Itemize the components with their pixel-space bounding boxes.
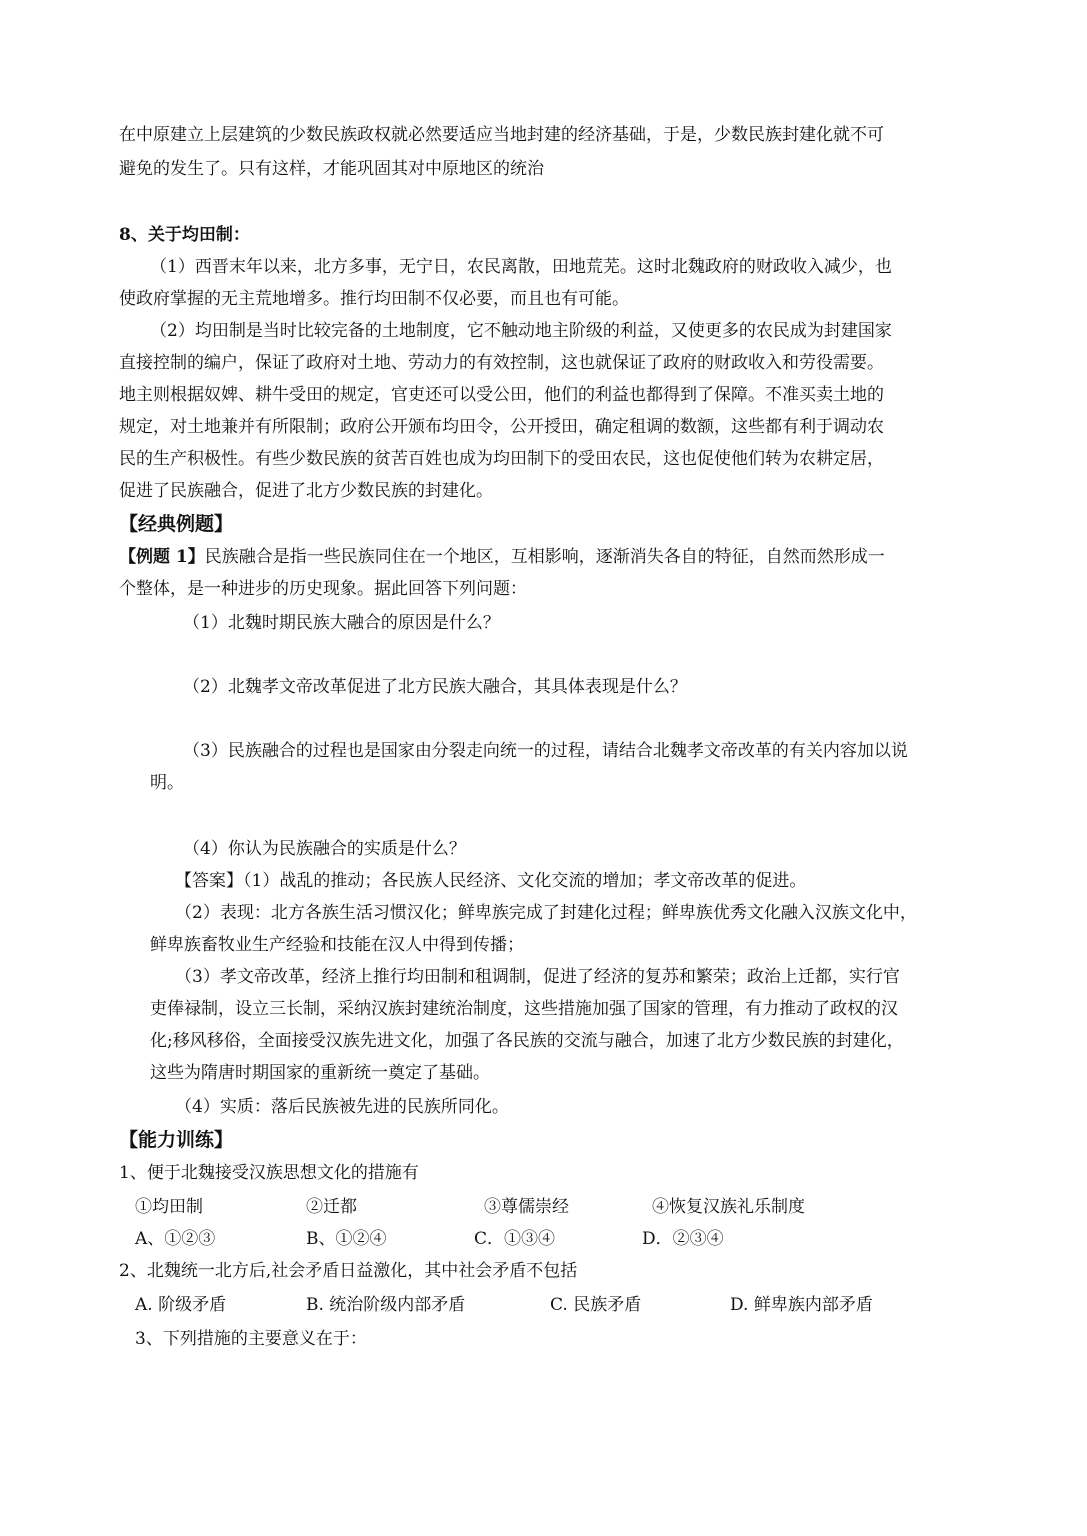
answer-line: 化;移风移俗，全面接受汉族先进文化，加强了各民族的交流与融合，加速了北方少数民族的封建化， bbox=[150, 1031, 904, 1051]
question-line: （3）民族融合的过程也是国家由分裂走向统一的过程，请结合北魏孝文帝改革的有关内容加以说 bbox=[183, 741, 908, 761]
answer-line: 【答案】（1）战乱的推动；各民族人民经济、文化交流的增加；孝文帝改革的促进。 bbox=[175, 871, 807, 891]
question-line: （2）北魏孝文帝改革促进了北方民族大融合，其具体表现是什么？ bbox=[183, 677, 687, 697]
choice-item: ④恢复汉族礼乐制度 bbox=[652, 1197, 805, 1217]
choice-item: ②迁都 bbox=[306, 1197, 357, 1217]
question-line: （4）你认为民族融合的实质是什么？ bbox=[183, 839, 466, 859]
answer-line: 这些为隋唐时期国家的重新统一奠定了基础。 bbox=[150, 1063, 490, 1083]
answer-option: D．②③④ bbox=[642, 1229, 724, 1249]
answer-option: A. 阶级矛盾 bbox=[135, 1295, 227, 1315]
choice-item: ③尊儒崇经 bbox=[484, 1197, 569, 1217]
section-heading: 【经典例题】 bbox=[119, 513, 234, 535]
answer-option: B、①②④ bbox=[306, 1229, 387, 1249]
answer-line: （3）孝文帝改革，经济上推行均田制和租调制，促进了经济的复苏和繁荣；政治上迁都，实行官 bbox=[175, 967, 900, 987]
example-stem-text: 民族融合是指一些民族同住在一个地区，互相影响，逐渐消失各自的特征，自然而然形成一 bbox=[204, 547, 885, 567]
question-stem: 2、北魏统一北方后,社会矛盾日益激化，其中社会矛盾不包括 bbox=[119, 1261, 578, 1281]
answer-option: C．①③④ bbox=[474, 1229, 556, 1249]
answer-option: D. 鲜卑族内部矛盾 bbox=[730, 1295, 873, 1315]
paragraph-line: 使政府掌握的无主荒地增多。推行均田制不仅必要，而且也有可能。 bbox=[119, 289, 629, 309]
question-stem: 3、下列措施的主要意义在于： bbox=[135, 1329, 367, 1349]
paragraph-line: 促进了民族融合，促进了北方少数民族的封建化。 bbox=[119, 481, 493, 501]
example-label: 【例题 1】 bbox=[119, 547, 205, 567]
paragraph-line: 地主则根据奴婢、耕牛受田的规定，官吏还可以受公田，他们的利益也都得到了保障。不准买卖土地的 bbox=[119, 385, 884, 405]
question-line: （1）北魏时期民族大融合的原因是什么？ bbox=[183, 613, 500, 633]
answer-line: （2）表现：北方各族生活习惯汉化；鲜卑族完成了封建化过程；鲜卑族优秀文化融入汉族文化中， bbox=[175, 903, 917, 923]
question-stem: 1、便于北魏接受汉族思想文化的措施有 bbox=[119, 1163, 419, 1183]
intro-line: 在中原建立上层建筑的少数民族政权就必然要适应当地封建的经济基础，于是，少数民族封建化就不可 bbox=[119, 125, 884, 145]
paragraph-line: （2）均田制是当时比较完备的土地制度，它不触动地主阶级的利益，又使更多的农民成为封建国家 bbox=[150, 321, 892, 341]
paragraph-line: （1）西晋末年以来，北方多事，无宁日，农民离散，田地荒芜。这时北魏政府的财政收入减少，也 bbox=[150, 257, 892, 277]
answer-option: C. 民族矛盾 bbox=[550, 1295, 642, 1315]
paragraph-line: 规定，对土地兼并有所限制；政府公开颁布均田令，公开授田，确定租调的数额，这些都有利于调动农 bbox=[119, 417, 884, 437]
answer-line: （4）实质：落后民族被先进的民族所同化。 bbox=[175, 1097, 509, 1117]
example-stem bbox=[119, 546, 885, 568]
example-stem-line: 个整体，是一种进步的历史现象。据此回答下列问题： bbox=[119, 579, 527, 599]
section-title: 8、关于均田制： bbox=[119, 225, 250, 245]
answer-line: 吏俸禄制，设立三长制，采纳汉族封建统治制度，这些措施加强了国家的管理，有力推动了政权的汉 bbox=[150, 999, 898, 1019]
answer-line: 鲜卑族畜牧业生产经验和技能在汉人中得到传播； bbox=[150, 935, 524, 955]
paragraph-line: 直接控制的编户，保证了政府对土地、劳动力的有效控制，这也就保证了政府的财政收入和劳役需要。 bbox=[119, 353, 884, 373]
choice-item: ①均田制 bbox=[135, 1197, 203, 1217]
answer-option: B. 统治阶级内部矛盾 bbox=[306, 1295, 466, 1315]
intro-line: 避免的发生了。只有这样，才能巩固其对中原地区的统治 bbox=[119, 159, 544, 179]
answer-option: A、①②③ bbox=[135, 1229, 216, 1249]
question-line: 明。 bbox=[150, 773, 184, 793]
section-heading: 【能力训练】 bbox=[119, 1129, 234, 1151]
paragraph-line: 民的生产积极性。有些少数民族的贫苦百姓也成为均田制下的受田农民，这也促使他们转为农耕定居， bbox=[119, 449, 884, 469]
